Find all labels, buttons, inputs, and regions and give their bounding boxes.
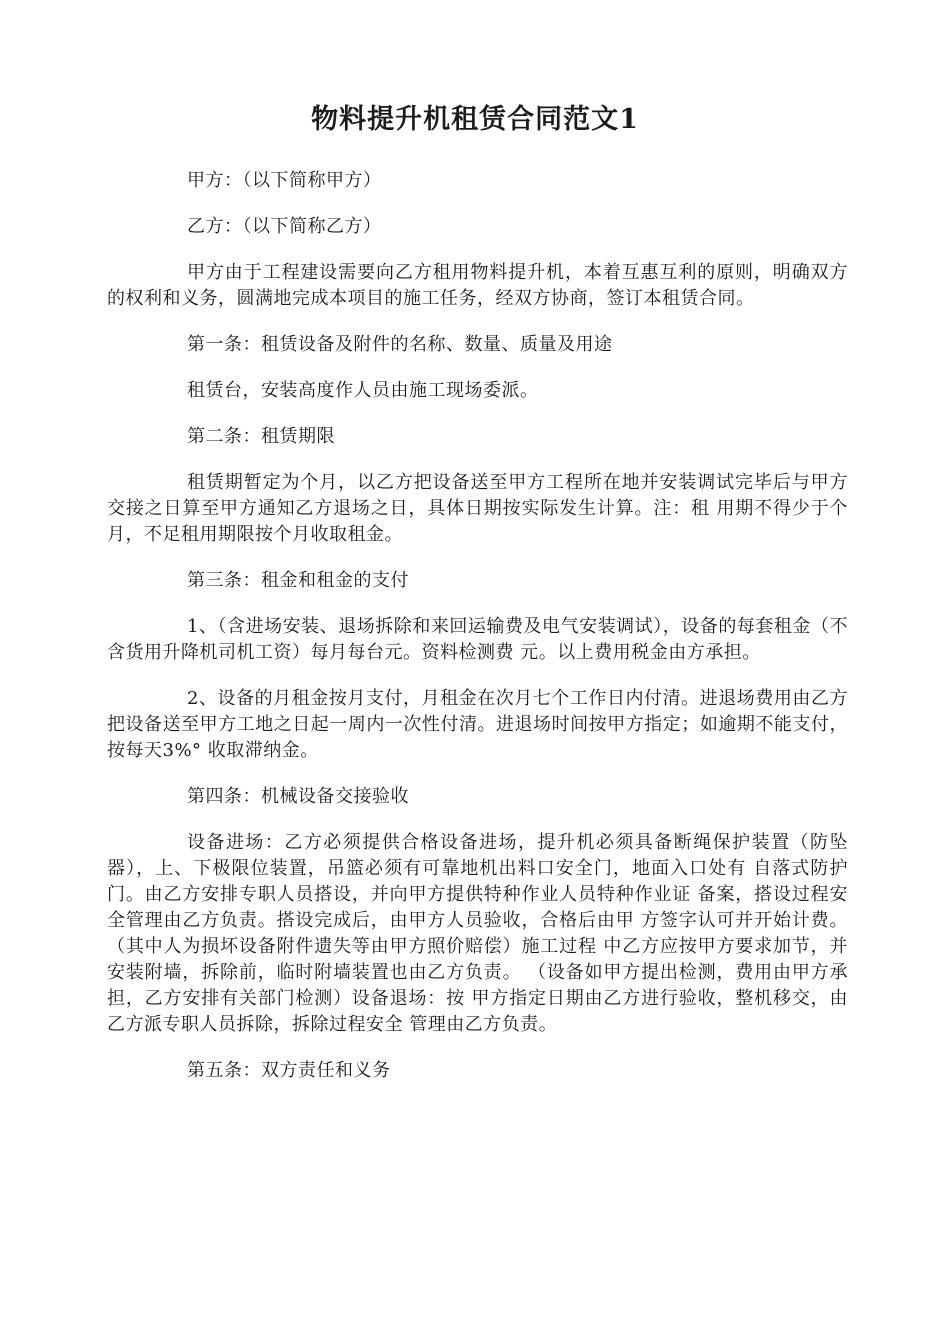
article-4-body: 设备进场：乙方必须提供合格设备进场，提升机必须具备断绳保护装置（防坠器），上、下极限位装置，吊篮必须有可靠地机出料口安全门，地面入口处有 自落式防护门。由乙方安排专职人员搭设，并向甲方提供特种作业人员特种作业证 备案，搭设过程安全管理由乙方负责。搭设完成后，由甲方人员验收，合格后由甲 方签字认可并开始计费。（其中人为损坏设备附件遗失等由甲方照价赔偿）施工过程 中乙方应按甲方要求加节，并安装附墙，拆除前，临时附墙装置也由乙方负责。 （设备如甲方提出检测，费用由甲方承担，乙方安排有关部门检测）设备退场：按 甲方指定日期由乙方进行验收，整机移交，由乙方派专职人员拆除，拆除过程安全 管理由乙方负责。 xyxy=(107,832,848,1035)
article-3-item-1: 1、（含进场安装、退场拆除和来回运输费及电气安装调试），设备的每套租金（不含货用升降机司机工资）每月每台元。资料检测费 元。以上费用税金由方承担。 xyxy=(107,616,848,663)
paragraph-party-b: 乙方：（以下简称乙方） xyxy=(187,216,382,237)
document-title: 物料提升机租赁合同范文1 xyxy=(311,104,639,135)
article-1-heading: 第一条：租赁设备及附件的名称、数量、质量及用途 xyxy=(187,334,613,355)
document-body xyxy=(107,168,848,1104)
article-2-heading: 第二条：租赁期限 xyxy=(187,426,335,447)
article-3-item-2: 2、设备的月租金按月支付，月租金在次月七个工作日内付清。进退场费用由乙方把设备送至甲方工地之日起一周内一次性付清。进退场时间按甲方指定；如逾期不能支付，按每天3%° 收取滞纳金。 xyxy=(107,688,848,761)
article-4-heading: 第四条：机械设备交接验收 xyxy=(187,786,409,807)
paragraph-preamble: 甲方由于工程建设需要向乙方租用物料提升机，本着互惠互利的原则，明确双方的权利和义务，圆满地完成本项目的施工任务，经双方协商，签订本租赁合同。 xyxy=(107,262,848,309)
paragraph-party-a: 甲方：（以下简称甲方） xyxy=(187,170,382,191)
article-5-heading: 第五条：双方责任和义务 xyxy=(187,1060,391,1081)
article-1-body: 租赁台，安装高度作人员由施工现场委派。 xyxy=(187,380,539,401)
article-2-body: 租赁期暂定为个月，以乙方把设备送至甲方工程所在地并安装调试完毕后与甲方交接之日算至甲方通知乙方退场之日，具体日期按实际发生计算。注：租 用期不得少于个月，不足租用期限按个月收取租金。 xyxy=(107,472,848,545)
article-3-heading: 第三条：租金和租金的支付 xyxy=(187,570,409,591)
